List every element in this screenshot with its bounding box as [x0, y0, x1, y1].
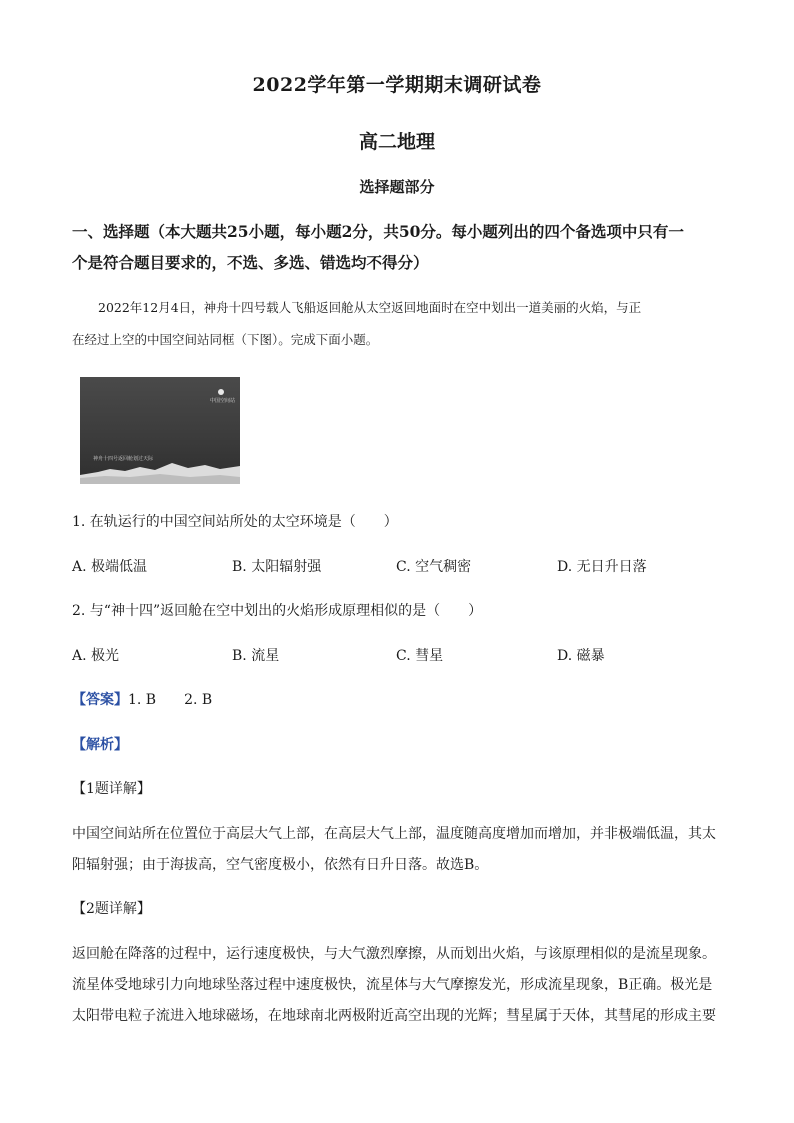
detail1-heading: 【1题详解】 [72, 781, 151, 797]
detail2-line1: 返回舱在降落的过程中，运行速度极快，与大气激烈摩擦，从而划出火焰，与该原理相似的是流星现象。 [72, 946, 716, 962]
question-2-option-a: A. 极光 [72, 648, 120, 664]
question-1-stem: 1. 在轨运行的中国空间站所处的太空环境是（ ） [72, 514, 398, 530]
question-2-stem: 2. 与“神十四”返回舱在空中划出的火焰形成原理相似的是（ ） [72, 603, 483, 619]
detail2-heading: 【2题详解】 [72, 901, 151, 917]
detail1-line1: 中国空间站所在位置位于高层大气上部，在高层大气上部，温度随高度增加而增加，并非极端低温，其太 [72, 826, 716, 842]
section-heading-line1: 一、选择题（本大题共25小题，每小题2分，共50分。每小题列出的四个备选项中只有一 [72, 222, 684, 241]
space-station-dot [218, 389, 224, 395]
question-1-option-c: C. 空气稠密 [396, 559, 472, 575]
photo-caption-bottom: 神舟十四号返回舱划过天际 [93, 456, 154, 462]
photo-caption-top: 中国空间站 [210, 398, 236, 404]
question-1-option-a: A. 极端低温 [72, 559, 148, 575]
detail1-line2: 阳辐射强；由于海拔高，空气密度极小，依然有日升日落。故选B。 [72, 857, 489, 873]
answer-row [72, 689, 212, 709]
part-heading: 选择题部分 [359, 178, 435, 196]
analysis-label: 【解析】 [72, 737, 128, 753]
answer-label: 【答案】 [72, 692, 128, 708]
intro-line2: 在经过上空的中国空间站同框（下图）。完成下面小题。 [72, 332, 379, 347]
mountain-silhouette [80, 377, 240, 484]
detail1-label: 1题详解 [86, 781, 137, 797]
section-heading-line2: 个是符合题目要求的，不选、多选、错选均不得分） [72, 253, 429, 272]
question-1-option-d: D. 无日升日落 [557, 559, 647, 575]
question-2-option-c: C. 彗星 [396, 648, 444, 664]
question-1-option-b: B. 太阳辐射强 [232, 559, 322, 575]
exam-title: 2022学年第一学期期末调研试卷 [252, 74, 542, 96]
detail2-line3: 太阳带电粒子流进入地球磁场，在地球南北两极附近高空出现的光辉；彗星属于天体，其彗尾的形成主要 [72, 1008, 716, 1024]
intro-line1: 2022年12月4日，神舟十四号载人飞船返回舱从太空返回地面时在空中划出一道美丽的火焰，与正 [98, 300, 642, 315]
space-station-photo [80, 377, 240, 484]
answer-text: 1. B 2. B [128, 692, 213, 708]
question-2-option-b: B. 流星 [232, 648, 280, 664]
detail2-line2: 流星体受地球引力向地球坠落过程中速度极快，流星体与大气摩擦发光，形成流星现象，B正确。极光是 [72, 977, 713, 993]
question-2-option-d: D. 磁暴 [557, 648, 605, 664]
analysis-row [72, 734, 128, 754]
subject-title: 高二地理 [358, 131, 435, 153]
detail2-label: 2题详解 [86, 901, 137, 917]
